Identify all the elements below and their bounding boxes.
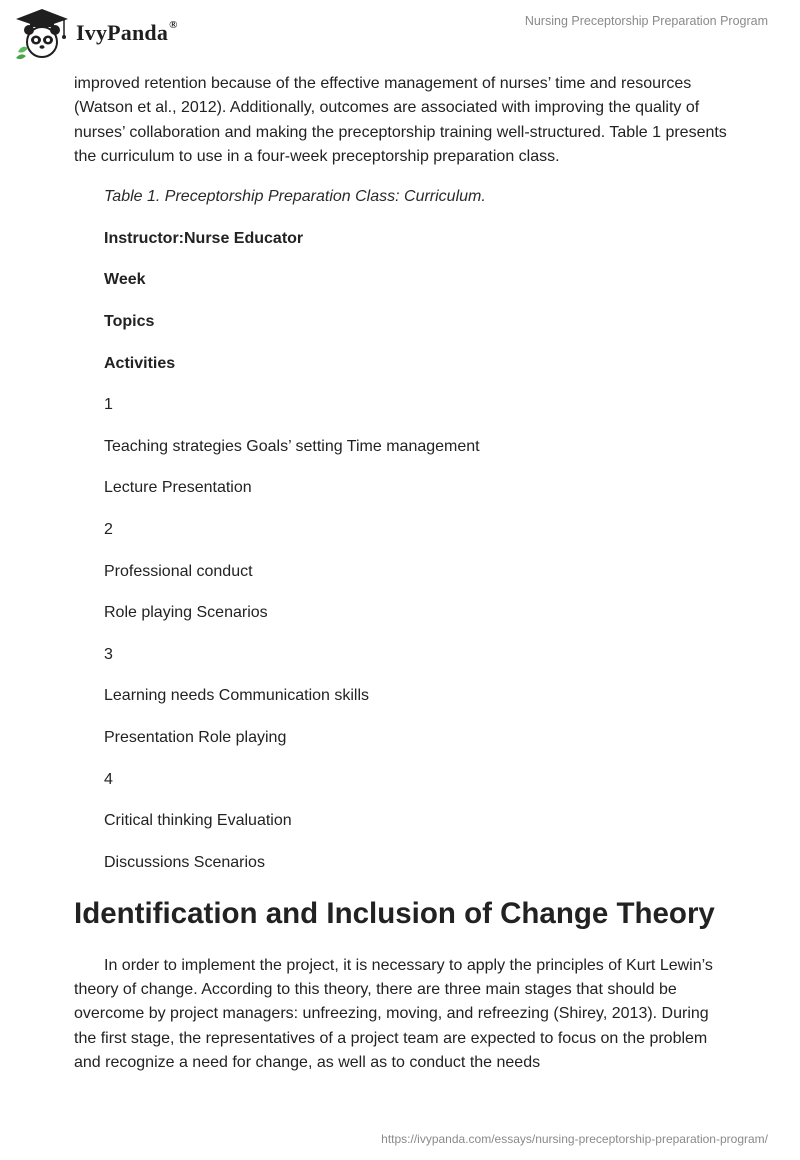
table-cell-topics: Learning needs Communication skills xyxy=(104,687,370,705)
brand-logo-text[interactable] xyxy=(76,20,178,46)
table-cell-week: 1 xyxy=(104,396,113,414)
source-url[interactable]: https://ivypanda.com/essays/nursing-preceptorship-preparation-program/ xyxy=(381,1132,768,1146)
table-cell-week: 2 xyxy=(104,520,113,538)
table-cell-week: 4 xyxy=(104,770,113,788)
table-cell-activities: Discussions Scenarios xyxy=(104,853,265,871)
table-cell-activities: Lecture Presentation xyxy=(104,479,252,497)
table-cell-topics: Critical thinking Evaluation xyxy=(104,812,292,830)
registered-mark: ® xyxy=(169,18,178,31)
table-header-week: Week xyxy=(104,271,146,289)
intro-paragraph: improved retention because of the effective management of nurses’ time and resources (Watson et al., 2012). Additionally, outcomes are associated with improving the quality of nurses’ collaboration and making the preceptorship training well-structured. Table 1 presents the curriculum to use in a four-week preceptorship preparation class. xyxy=(74,75,727,165)
brand-name: IvyPanda xyxy=(76,20,169,45)
table-cell-topics: Professional conduct xyxy=(104,562,253,580)
table-caption: Table 1. Preceptorship Preparation Class: Curriculum. xyxy=(104,188,486,206)
table-header-activities: Activities xyxy=(104,354,176,372)
page-header xyxy=(0,0,800,70)
table-cell-activities: Role playing Scenarios xyxy=(104,604,268,622)
table-cell-activities: Presentation Role playing xyxy=(104,728,287,746)
document-title: Nursing Preceptorship Preparation Program xyxy=(524,14,768,28)
essay-content xyxy=(74,72,734,1075)
table-header-topics: Topics xyxy=(104,312,155,330)
table-cell-week: 3 xyxy=(104,645,113,663)
section-paragraph: In order to implement the project, it is necessary to apply the principles of Kurt Lewin’s theory of change. According to this theory, there are three main stages that should be overcome by project managers: unfreezing, moving, and refreezing (Shirey, 2013). During the first stage, the representatives of a project team are expected to focus on the problem and recognize a need for change, as well as to conduct the needs xyxy=(74,956,713,1071)
table-instructor: Instructor:Nurse Educator xyxy=(104,229,304,247)
section-heading: Identification and Inclusion of Change Theory xyxy=(74,896,715,930)
panda-logo-icon[interactable] xyxy=(12,6,72,60)
table-cell-topics: Teaching strategies Goals’ setting Time management xyxy=(104,437,480,455)
curriculum-table xyxy=(104,187,734,873)
